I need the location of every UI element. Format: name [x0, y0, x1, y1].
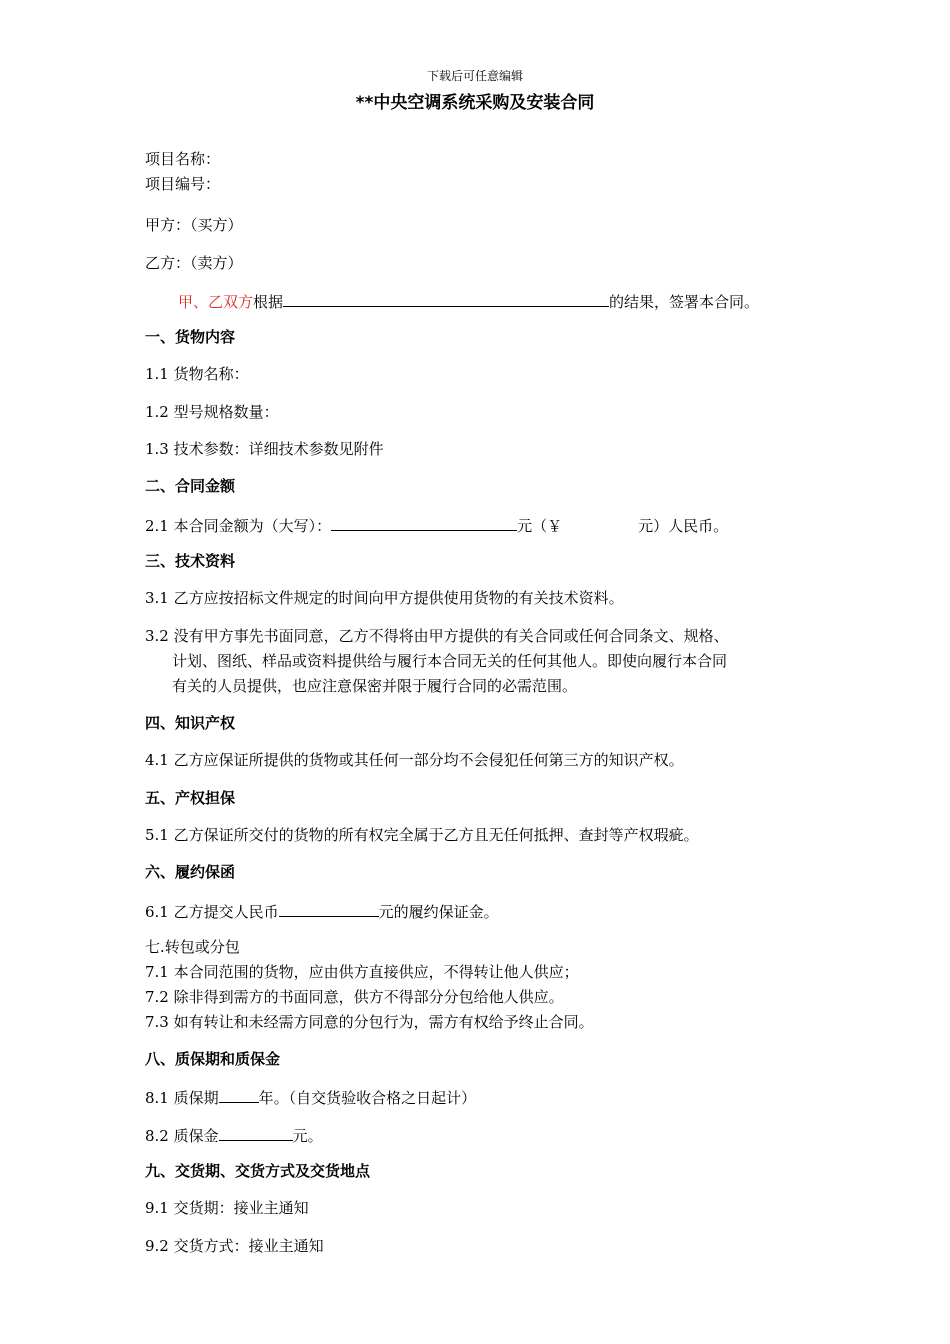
clause-3-2-line-2: 计划、图纸、样品或资料提供给与履行本合同无关的任何其他人。即使向履行本合同: [172, 652, 728, 670]
clause-8-2-suffix: 元。: [292, 1127, 323, 1145]
header-note: 下载后可任意编辑: [426, 69, 523, 83]
bond-amount-blank: [279, 900, 379, 917]
party-a-line: 甲方：（买方）: [145, 216, 243, 234]
section-7-title: 七.转包或分包: [145, 938, 240, 956]
section-2-title: 二、合同金额: [145, 477, 236, 495]
clause-9-2: 9.2 交货方式：接业主通知: [145, 1237, 324, 1255]
clause-7-2: 7.2 除非得到需方的书面同意，供方不得部分分包给他人供应。: [145, 988, 564, 1006]
document-title: **中央空调系统采购及安装合同: [355, 93, 595, 113]
intro-mid: 根据: [253, 293, 284, 311]
project-name-label: 项目名称：: [145, 150, 221, 168]
clause-8-1-suffix: 年。（自交货验收合格之日起计）: [258, 1089, 477, 1107]
section-3-title: 三、技术资料: [145, 552, 236, 570]
clause-2-1: [145, 514, 728, 536]
section-4-title: 四、知识产权: [145, 714, 236, 732]
party-b-line: 乙方：（卖方）: [145, 254, 243, 272]
parties-highlight: 甲、乙双方: [178, 293, 254, 311]
clause-1-1: 1.1 货物名称：: [145, 365, 249, 383]
clause-2-1-prefix: 2.1 本合同金额为（大写）：: [145, 517, 332, 535]
clause-2-1-suffix: 元）人民币。: [638, 517, 729, 535]
amount-words-blank: [331, 514, 517, 531]
clause-9-1: 9.1 交货期：接业主通知: [145, 1199, 309, 1217]
section-8-title: 八、质保期和质保金: [145, 1050, 281, 1068]
clause-8-2: [145, 1124, 323, 1146]
project-number-label: 项目编号：: [145, 175, 221, 193]
clause-7-1: 7.1 本合同范围的货物，应由供方直接供应，不得转让他人供应；: [145, 963, 579, 981]
clause-8-1: [145, 1086, 476, 1108]
clause-8-1-prefix: 8.1 质保期: [145, 1089, 219, 1107]
section-6-title: 六、履约保函: [145, 863, 236, 881]
warranty-deposit-blank: [219, 1124, 293, 1141]
clause-1-2: 1.2 型号规格数量：: [145, 403, 279, 421]
clause-3-2-line-1: 3.2 没有甲方事先书面同意，乙方不得将由甲方提供的有关合同或任何合同条文、规格、: [145, 627, 729, 645]
basis-blank: [283, 290, 609, 307]
section-1-title: 一、货物内容: [145, 328, 236, 346]
clause-1-3: 1.3 技术参数：详细技术参数见附件: [145, 440, 384, 458]
clause-4-1: 4.1 乙方应保证所提供的货物或其任何一部分均不会侵犯任何第三方的知识产权。: [145, 751, 684, 769]
clause-6-1-suffix: 元的履约保证金。: [378, 903, 499, 921]
clause-8-2-prefix: 8.2 质保金: [145, 1127, 219, 1145]
clause-6-1: [145, 900, 499, 922]
clause-3-2-line-3: 有关的人员提供，也应注意保密并限于履行合同的必需范围。: [172, 677, 578, 695]
clause-7-3: 7.3 如有转让和未经需方同意的分包行为，需方有权给予终止合同。: [145, 1013, 594, 1031]
clause-6-1-prefix: 6.1 乙方提交人民币: [145, 903, 279, 921]
clause-2-1-mid: 元（￥: [517, 517, 563, 535]
clause-5-1: 5.1 乙方保证所交付的货物的所有权完全属于乙方且无任何抵押、查封等产权瑕疵。: [145, 826, 699, 844]
warranty-years-blank: [219, 1086, 259, 1103]
clause-3-1: 3.1 乙方应按招标文件规定的时间向甲方提供使用货物的有关技术资料。: [145, 589, 624, 607]
intro-paragraph: [178, 290, 759, 312]
section-5-title: 五、产权担保: [145, 789, 236, 807]
intro-suffix: 的结果，签署本合同。: [609, 293, 760, 311]
section-9-title: 九、交货期、交货方式及交货地点: [145, 1162, 371, 1180]
